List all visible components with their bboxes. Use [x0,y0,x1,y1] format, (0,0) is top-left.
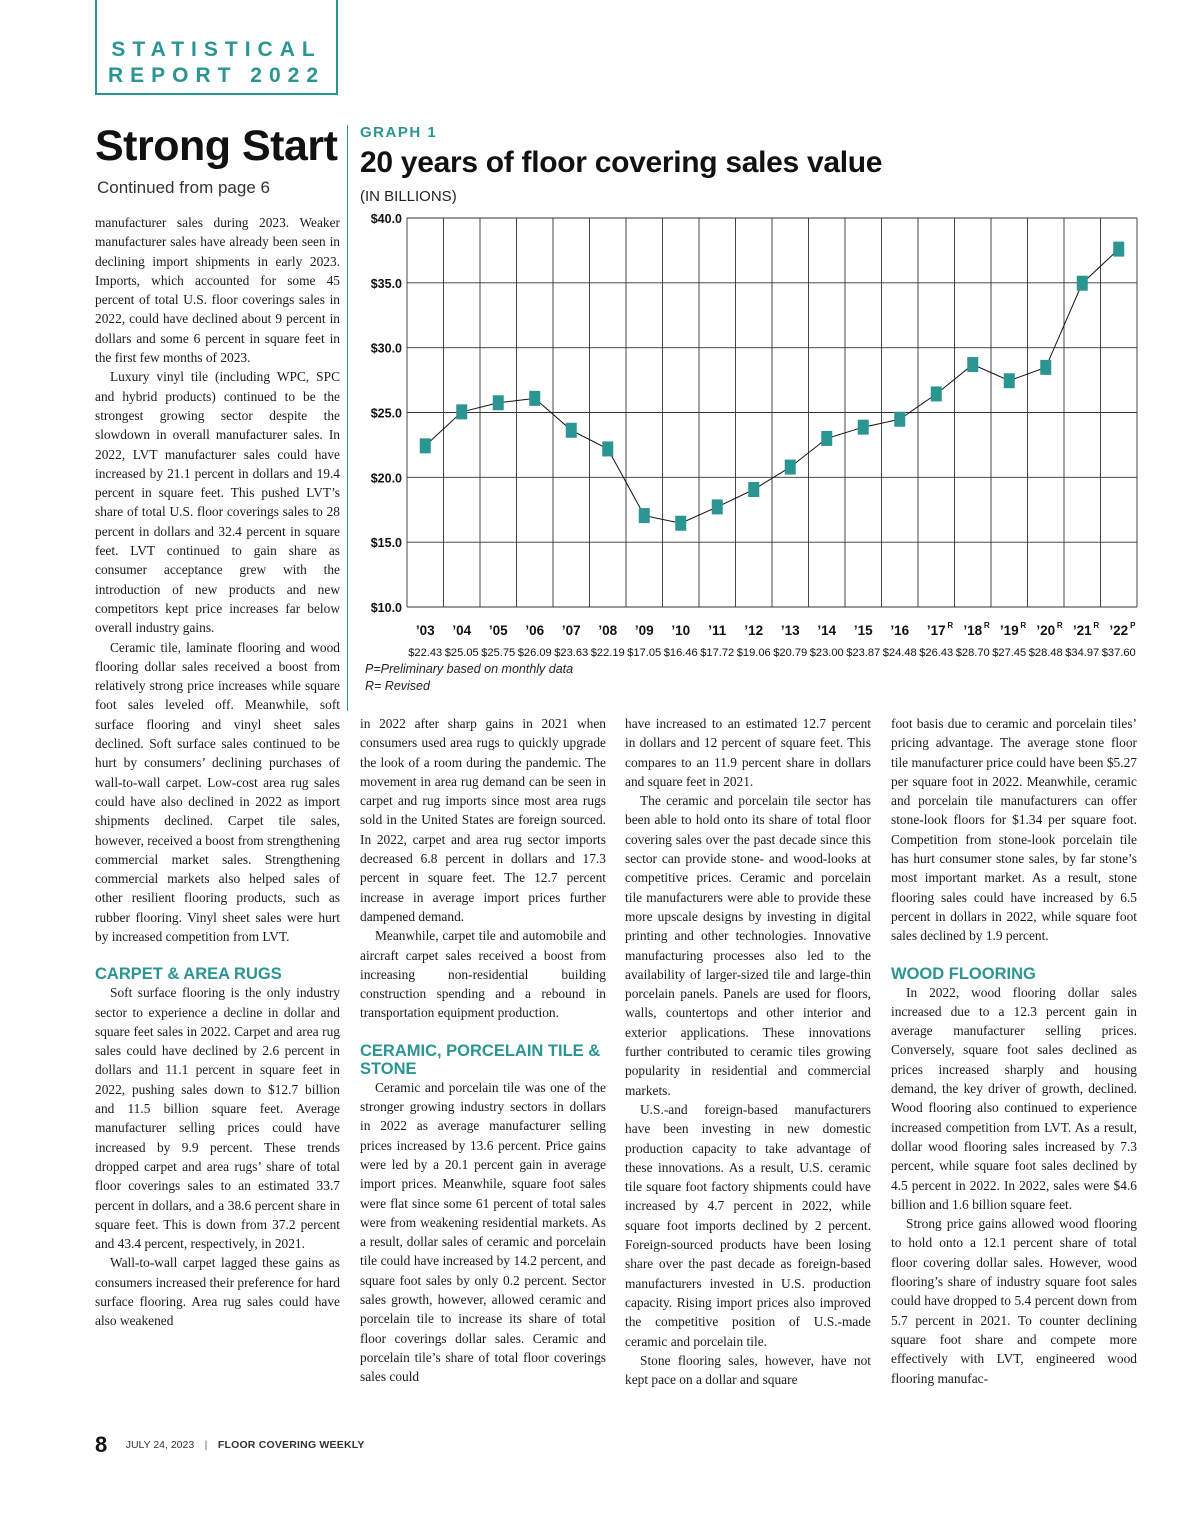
paragraph: Luxury vinyl tile (including WPC, SPC and hybrid products) continued to be the strongest growing sector despite the slowdown in overall manufacturer sales. In 2022, LVT manufacturer sales could have increased by 21.1 percent in dollars and 19.4 percent in square feet. This pushed LVT’s share of total U.S. floor coverings sales to 28 percent in dollars and 32.4 percent in square feet. LVT continued to gain share as consumer acceptance grew with the introduction of new products and new competitors kept price increases far below overall industry gains. [95,369,340,636]
x-category-label: ’19 [999,623,1019,638]
x-category-label: ’05 [488,623,508,638]
section-heading-ceramic: CERAMIC, PORCELAIN TILE & STONE [360,1041,601,1078]
x-category-label: ’07 [561,623,581,638]
x-category-label: ’13 [780,623,800,638]
x-category-superscript: R [1056,621,1063,630]
section-heading-wood: WOOD FLOORING [891,964,1036,983]
x-category-label: ’18 [963,623,983,638]
x-category-label: ’16 [890,623,910,638]
footer-date: JULY 24, 2023 [125,1439,195,1451]
x-category-label: ’06 [525,623,545,638]
page-number: 8 [95,1432,108,1457]
sales-value-line-chart [355,205,1145,695]
footer-separator: | [204,1439,208,1451]
paragraph: The ceramic and porcelain tile sector has been able to hold onto its share of total floor covering sales over the past decade since this sector can provide stone- and wood-looks at competitive prices. Ceramic and porcelain tile manufacturers were able to provide these more upscale designs by investing in digital printing and other technologies. Innovative manufacturing processes also led to the availability of larger-sized tile and large-thin porcelain panels. Panels are used for floors, walls, countertops and other interior and exterior applications. These innovations further contributed to ceramic tiles growing popularity in residential and commercial markets. [625,793,871,1098]
x-category-superscript: R [1020,621,1027,630]
x-value-label: $34.97 [1065,647,1100,659]
section-heading-carpet: CARPET & AREA RUGS [95,965,282,984]
y-tick-label: $15.0 [370,536,402,551]
x-category-label: ’15 [853,623,873,638]
graph-unit: (IN BILLIONS) [360,188,457,205]
paragraph: foot basis due to ceramic and porcelain tiles’ pricing advantage. The average stone floor tile manufacturer price could have been $5.27 per square foot in 2022. Meanwhile, ceramic and porcelain tile manufacturers can offer stone-look floors for $1.34 per square foot. Competition from stone-look porcelain tile has hurt consumer stone sales, by far stone’s most important market. As a result, stone flooring sales could have increased by 6.5 percent in dollars in 2022, while square foot sales declined by 1.9 percent. [891,716,1137,944]
x-category-superscript: R [947,621,954,630]
data-point-marker [748,482,759,497]
paragraph: Ceramic and porcelain tile was one of the stronger growing industry sectors in dollars in 2022 as average manufacturer selling prices increased by 13.6 percent. Price gains were led by a 20.1 percent gain in average import prices. Meanwhile, square foot sales were flat since some 61 percent of total sales were from weakening residential markets. As a result, dollar sales of ceramic and porcelain tile could have increased by 14.2 percent, and square foot sales by only 0.2 percent. Sector sales growth, however, allowed ceramic and porcelain tile to increase its share of total floor coverings dollar sales. Ceramic and porcelain tile’s share of total floor coverings sales could [360,1079,606,1385]
x-category-label: ’22 [1109,623,1129,638]
article-column-3 [625,714,871,1389]
masthead-line-2: REPORT 2022 [107,64,326,87]
x-value-label: $28.48 [1028,647,1063,659]
article-column-4 [891,714,1137,1388]
data-point-marker [1040,360,1051,375]
article-column-2 [360,714,606,1387]
data-point-marker [785,460,796,475]
x-value-label: $19.06 [736,647,771,659]
x-value-label: $24.48 [882,647,917,659]
data-point-marker [821,431,832,446]
x-category-label: ’17 [926,623,946,638]
x-category-label: ’20 [1036,623,1056,638]
x-category-label: ’12 [744,623,764,638]
data-point-marker [894,412,905,427]
x-value-label: $22.19 [590,647,625,659]
y-tick-label: $35.0 [370,276,402,291]
data-point-marker [967,357,978,372]
x-value-label: $28.70 [955,647,990,659]
x-value-label: $16.46 [663,647,698,659]
chart-note-preliminary: P=Preliminary based on monthly data [365,662,574,676]
data-point-marker [712,499,723,514]
paragraph: Stone flooring sales, however, have not kept pace on a dollar and square [625,1352,871,1388]
x-category-label: ’04 [452,623,472,638]
x-value-label: $37.60 [1101,647,1136,659]
x-category-superscript: R [983,621,990,630]
x-category-label: ’21 [1072,623,1092,638]
y-axis-ticks [371,212,402,615]
data-point-marker [493,395,504,410]
x-category-superscript: P [1130,621,1136,630]
x-category-label: ’03 [415,623,435,638]
footer-publication: FLOOR COVERING WEEKLY [217,1439,365,1451]
paragraph: In 2022, wood flooring dollar sales increased due to a 12.3 percent gain in average manufacturer selling prices. Conversely, square foot sales declined as prices increased sharply and housing demand, the key driver of growth, declined. Wood flooring also continued to experience increased competition from LVT. As a result, dollar wood flooring sales increased by 7.3 percent, while square foot sales declined by 4.5 percent in 2022. In 2022, sales were $4.6 billion and 1.6 billion square feet. [891,984,1137,1212]
x-category-label: ’08 [598,623,618,638]
x-value-label: $22.43 [408,647,443,659]
x-value-label: $26.43 [919,647,954,659]
paragraph: U.S.-and foreign-based manufacturers have been investing in new domestic production capacity to take advantage of these innovations. As a result, U.S. ceramic tile square foot factory shipments could have increased by 4.7 percent in 2022, while square foot imports declined by 2 percent. Foreign-sourced products have been losing share over the past decade as foreign-based manufacturers invested in U.S. production capacity. Rising import prices also improved the competitive position of U.S.-made ceramic and porcelain tile. [625,1101,871,1349]
data-point-marker [566,423,577,438]
x-value-label: $17.05 [627,647,662,659]
graph-title: 20 years of floor covering sales value [360,146,883,179]
x-value-label: $23.00 [809,647,844,659]
paragraph: Meanwhile, carpet tile and automobile and aircraft carpet sales received a boost from increasing non-residential building construction spending and a rebound in transportation equipment production. [360,928,606,1021]
statistical-report-box [95,0,338,95]
y-tick-label: $40.0 [370,212,402,226]
paragraph: Wall-to-wall carpet lagged these gains as consumers increased their preference for hard surface flooring. Area rug sales could have also weakened [95,1255,340,1329]
x-value-label: $23.63 [554,647,589,659]
data-point-marker [1004,373,1015,388]
data-point-marker [1113,242,1124,257]
paragraph: have increased to an estimated 12.7 percent in dollars and 12 percent of square feet. This compares to an 11.9 percent share in dollars and square feet in 2021. [625,716,871,789]
x-value-label: $27.45 [992,647,1027,659]
x-axis-value-labels [408,647,1136,659]
masthead-line-1: STATISTICAL [111,38,322,61]
chart-note-revised: R= Revised [365,679,430,693]
headline: Strong Start [95,122,338,170]
data-point-marker [420,438,431,453]
paragraph: manufacturer sales during 2023. Weaker manufacturer sales have already been seen in declining import shipments in early 2023. Imports, which accounted for some 45 percent of total U.S. floor coverings sales in 2022, could have declined about 9 percent in dollars and some 6 percent in square feet in the first few months of 2023. [95,215,340,366]
data-point-marker [931,386,942,401]
x-value-label: $17.72 [700,647,735,659]
paragraph: Ceramic tile, laminate flooring and wood flooring dollar sales received a boost from relatively strong price increases while square foot sales leveled off. Meanwhile, soft surface flooring and vinyl sheet sales declined. Soft surface sales continued to be hurt by consumers’ declining purchases of wall-to-wall carpet. Low-cost area rug sales could have also declined in 2022 as import shipments declined. Carpet tile sales, however, received a boost from strengthening commercial market sales. Strengthening commercial markets also helped sales of other resilient flooring products, such as rubber flooring. Vinyl sheet sales were hurt by increased competition from LVT. [95,639,340,944]
continued-from: Continued from page 6 [97,178,270,197]
page-footer [95,1432,365,1458]
x-category-label: ’11 [708,623,727,638]
graph-label: GRAPH 1 [360,124,438,141]
article-column-1 [95,213,340,1331]
data-point-marker [675,516,686,531]
data-point-marker [456,404,467,419]
data-point-marker [602,441,613,456]
x-category-superscript: R [1093,621,1100,630]
x-category-label: ’09 [634,623,654,638]
paragraph: in 2022 after sharp gains in 2021 when consumers used area rugs to quickly upgrade the look of a room during the pandemic. The movement in area rug demand can be seen in carpet and rug imports since most area rugs sold in the United States are foreign sourced. In 2022, carpet and area rug sector imports decreased 6.8 percent in dollars and 17.3 percent in square feet. The 12.7 percent increase in average import prices further dampened demand. [360,716,606,924]
data-point-marker [1077,276,1088,291]
x-value-label: $26.09 [517,647,552,659]
y-tick-label: $10.0 [370,601,402,615]
x-value-label: $23.87 [846,647,881,659]
x-axis-categories [416,621,1136,638]
x-value-label: $20.79 [773,647,808,659]
chart-grid [407,218,1137,607]
x-category-label: ’14 [817,623,837,638]
y-tick-label: $30.0 [370,341,402,356]
paragraph: Strong price gains allowed wood flooring to hold onto a 12.1 percent share of total floor covering dollar sales. However, wood flooring’s share of industry square foot sales could have dropped to 5.4 percent down from 5.7 percent in 2021. To counter declining square foot share and compete more effectively with LVT, engineered wood flooring manufac- [891,1216,1137,1386]
paragraph: Soft surface flooring is the only industry sector to experience a decline in dollar and square feet sales in 2022. Carpet and area rug sales could have declined by 2.6 percent in dollars and 11.1 percent in square feet in 2022, pushing sales down to $12.7 billion and 11.5 billion square feet. Average manufacturer selling prices could have increased by 9.9 percent. These trends dropped carpet and area rugs’ share of total floor coverings sales to an estimated 33.7 percent in dollars, and a 38.6 percent share in square feet. This is down from 37.2 percent and 43.4 percent, respectively, in 2021. [95,985,340,1252]
data-point-marker [639,508,650,523]
y-tick-label: $25.0 [370,406,402,421]
data-point-marker [529,391,540,406]
graph-divider-rule [347,125,348,711]
x-value-label: $25.75 [481,647,516,659]
y-tick-label: $20.0 [370,471,402,486]
x-category-label: ’10 [671,623,691,638]
x-value-label: $25.05 [444,647,479,659]
data-point-marker [858,420,869,435]
